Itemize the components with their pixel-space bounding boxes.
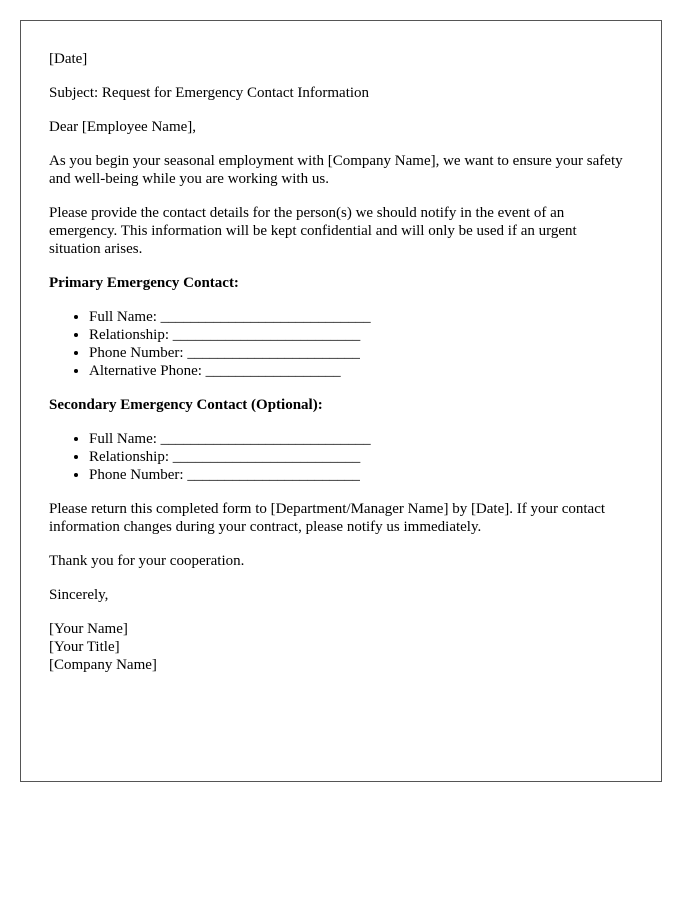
field-phone-number xyxy=(89,466,632,484)
intro-paragraph: As you begin your seasonal employment with [Company Name], we want to ensure your safety and well-being while you are working with us. xyxy=(49,153,623,187)
field-label: Full Name: xyxy=(89,431,161,447)
field-alternative-phone xyxy=(89,362,632,380)
thanks-line: Thank you for your cooperation. xyxy=(49,553,245,569)
blank-line: ____________________________ xyxy=(160,309,371,325)
closing: Sincerely, xyxy=(49,587,109,603)
blank-line: _______________________ xyxy=(187,345,360,361)
field-label: Full Name: xyxy=(89,309,161,325)
request-paragraph: Please provide the contact details for the person(s) we should notify in the event of an emergency. This information will be kept confidential and will only be used if an urgent situation arises. xyxy=(49,205,577,257)
blank-line: _______________________ xyxy=(187,467,360,483)
secondary-contact-fields xyxy=(49,430,632,484)
return-note: Please return this completed form to [Department/Manager Name] by [Date]. If your contact information changes during your contract, please notify us immediately. xyxy=(49,501,606,535)
letter-document xyxy=(20,20,662,782)
signature-block xyxy=(49,620,632,674)
signature-company: [Company Name] xyxy=(49,657,157,673)
signature-name: [Your Name] xyxy=(49,621,128,637)
primary-contact-fields xyxy=(49,308,632,380)
signature-title: [Your Title] xyxy=(49,639,120,655)
subject-line: Subject: Request for Emergency Contact Information xyxy=(49,85,370,101)
field-label: Alternative Phone: xyxy=(89,363,206,379)
field-label: Phone Number: xyxy=(89,345,188,361)
blank-line: _________________________ xyxy=(172,449,361,465)
field-relationship xyxy=(89,326,632,344)
field-label: Phone Number: xyxy=(89,467,188,483)
salutation: Dear [Employee Name], xyxy=(49,119,197,135)
field-full-name xyxy=(89,308,632,326)
field-label: Relationship: xyxy=(89,327,173,343)
field-full-name xyxy=(89,430,632,448)
primary-contact-heading: Primary Emergency Contact: xyxy=(49,275,239,291)
blank-line: ____________________________ xyxy=(160,431,371,447)
field-relationship xyxy=(89,448,632,466)
blank-line: _________________________ xyxy=(172,327,361,343)
secondary-contact-heading: Secondary Emergency Contact (Optional): xyxy=(49,397,323,413)
blank-line: __________________ xyxy=(205,363,341,379)
date-line: [Date] xyxy=(49,51,88,67)
field-phone-number xyxy=(89,344,632,362)
field-label: Relationship: xyxy=(89,449,173,465)
